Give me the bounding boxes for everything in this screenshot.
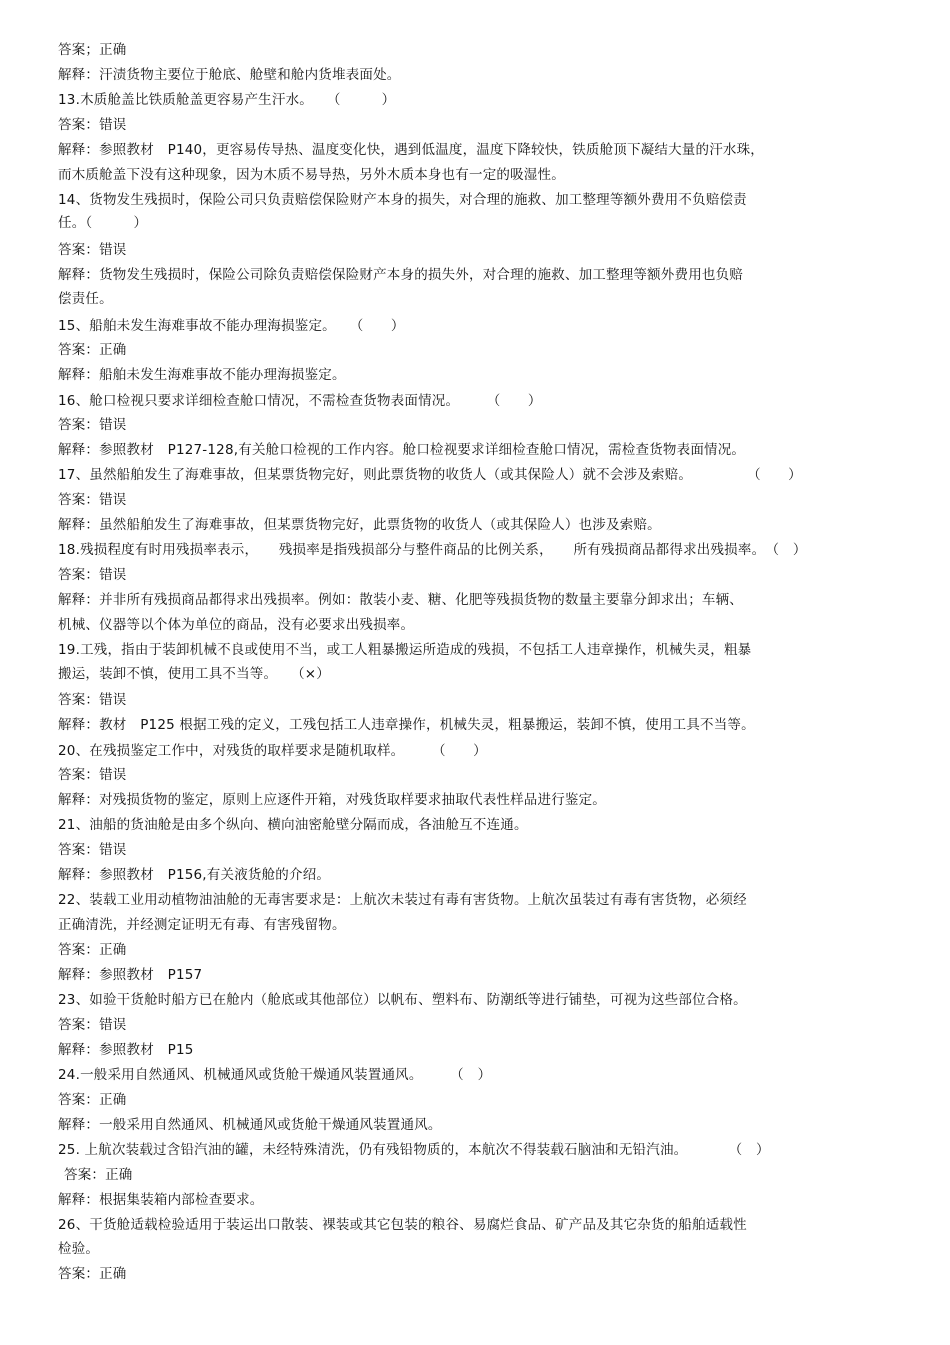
text-line: 答案：正确: [58, 1266, 127, 1282]
text-line: 解释：货物发生残损时，保险公司除负责赔偿保险财产本身的损失外，对合理的施救、加工整理等额外费用也负赔: [58, 267, 743, 283]
text-line: 26、干货舱适载检验适用于装运出口散装、裸装或其它包装的粮谷、易腐烂食品、矿产品及其它杂货的船舶适载性: [58, 1217, 747, 1233]
text-line: 机械、仪器等以个体为单位的商品，没有必要求出残损率。: [58, 617, 415, 633]
text-line: 解释：虽然船舶发生了海难事故，但某票货物完好，此票货物的收货人（或其保险人）也涉及索赔。: [58, 517, 661, 533]
text-line: 答案：错误: [58, 692, 127, 708]
text-line: 13.木质舱盖比铁质舱盖更容易产生汗水。 （ ）: [58, 92, 396, 108]
text-line: 15、船舶未发生海难事故不能办理海损鉴定。 （ ）: [58, 318, 405, 334]
text-line: 解释：并非所有残损商品都得求出残损率。例如：散装小麦、糖、化肥等残损货物的数量主要靠分卸求出；车辆、: [58, 592, 743, 608]
text-line: 答案：正确: [64, 1167, 133, 1183]
text-line: 20、在残损鉴定工作中，对残货的取样要求是随机取样。 （ ）: [58, 743, 487, 759]
text-line: 23、如验干货舱时船方已在舱内（舱底或其他部位）以帆布、塑料布、防潮纸等进行铺垫，可视为这些部位合格。: [58, 992, 747, 1008]
text-line: 检验。: [58, 1241, 100, 1257]
text-line: 解释：一般采用自然通风、机械通风或货舱干燥通风装置通风。: [58, 1117, 442, 1133]
text-line: 22、装载工业用动植物油油舱的无毒害要求是：上航次未装过有毒有害货物。上航次虽装过有毒有害货物，必须经: [58, 892, 747, 908]
text-line: 解释：参照教材 P140，更容易传导热、温度变化快，遇到低温度，温度下降较快，铁质舱顶下凝结大量的汗水珠，: [58, 142, 765, 158]
text-line: 解释：船舶未发生海难事故不能办理海损鉴定。: [58, 367, 346, 383]
text-line: 而木质舱盖下没有这种现象，因为木质不易导热，另外木质本身也有一定的吸湿性。: [58, 167, 565, 183]
text-line: 正确清洗，并经测定证明无有毒、有害残留物。: [58, 917, 346, 933]
text-line: 解释：对残损货物的鉴定，原则上应逐件开箱，对残货取样要求抽取代表性样品进行鉴定。: [58, 792, 606, 808]
text-line: 答案：错误: [58, 842, 127, 858]
text-line: 24.一般采用自然通风、机械通风或货舱干燥通风装置通风。 （ ）: [58, 1067, 492, 1083]
text-line: 答案；正确: [58, 42, 127, 58]
text-line: 答案：正确: [58, 1092, 127, 1108]
text-line: 偿责任。: [58, 291, 113, 307]
text-line: 答案：错误: [58, 242, 127, 258]
text-line: 答案：错误: [58, 1017, 127, 1033]
text-line: 解释：教材 P125 根据工残的定义，工残包括工人违章操作，机械失灵，粗暴搬运，装卸不慎，使用工具不当等。: [58, 717, 755, 733]
text-line: 19.工残，指由于装卸机械不良或使用不当，或工人粗暴搬运所造成的残损，不包括工人违章操作，机械失灵，粗暴: [58, 642, 752, 658]
text-line: 解释：根据集装箱内部检查要求。: [58, 1192, 264, 1208]
text-line: 18.残损程度有时用残损率表示， 残损率是指残损部分与整件商品的比例关系， 所有残损商品都得求出残损率。 （ ）: [58, 542, 807, 558]
text-line: 解释：参照教材 P156,有关液货舱的介绍。: [58, 867, 331, 883]
text-line: 14、货物发生残损时，保险公司只负责赔偿保险财产本身的损失，对合理的施救、加工整理等额外费用不负赔偿责: [58, 192, 747, 208]
text-line: 16、舱口检视只要求详细检查舱口情况，不需检查货物表面情况。 （ ）: [58, 393, 542, 409]
text-line: 解释：参照教材 P15: [58, 1042, 194, 1058]
text-line: 任。（ ）: [58, 215, 148, 231]
text-line: 解释：参照教材 P157: [58, 967, 203, 983]
text-line: 答案：正确: [58, 342, 127, 358]
text-line: 21、油船的货油舱是由多个纵向、横向油密舱壁分隔而成，各油舱互不连通。: [58, 817, 528, 833]
text-line: 答案：错误: [58, 492, 127, 508]
text-line: 解释：汗渍货物主要位于舱底、舱壁和舱内货堆表面处。: [58, 67, 401, 83]
text-line: 答案：错误: [58, 117, 127, 133]
text-line: 答案：错误: [58, 567, 127, 583]
text-line: 答案：正确: [58, 942, 127, 958]
text-line: 答案：错误: [58, 417, 127, 433]
text-line: 搬运，装卸不慎，使用工具不当等。 （×）: [58, 666, 331, 682]
text-line: 17、虽然船舶发生了海难事故，但某票货物完好，则此票货物的收货人（或其保险人）就不会涉及索赔。 （ ）: [58, 467, 802, 483]
text-line: 解释：参照教材 P127-128,有关舱口检视的工作内容。舱口检视要求详细检查舱口情况，需检查货物表面情况。: [58, 442, 746, 458]
text-line: 25. 上航次装载过含铅汽油的罐，未经特殊清洗，仍有残铅物质的，本航次不得装载石脑油和无铅汽油。 （ ）: [58, 1142, 770, 1158]
text-line: 答案：错误: [58, 767, 127, 783]
